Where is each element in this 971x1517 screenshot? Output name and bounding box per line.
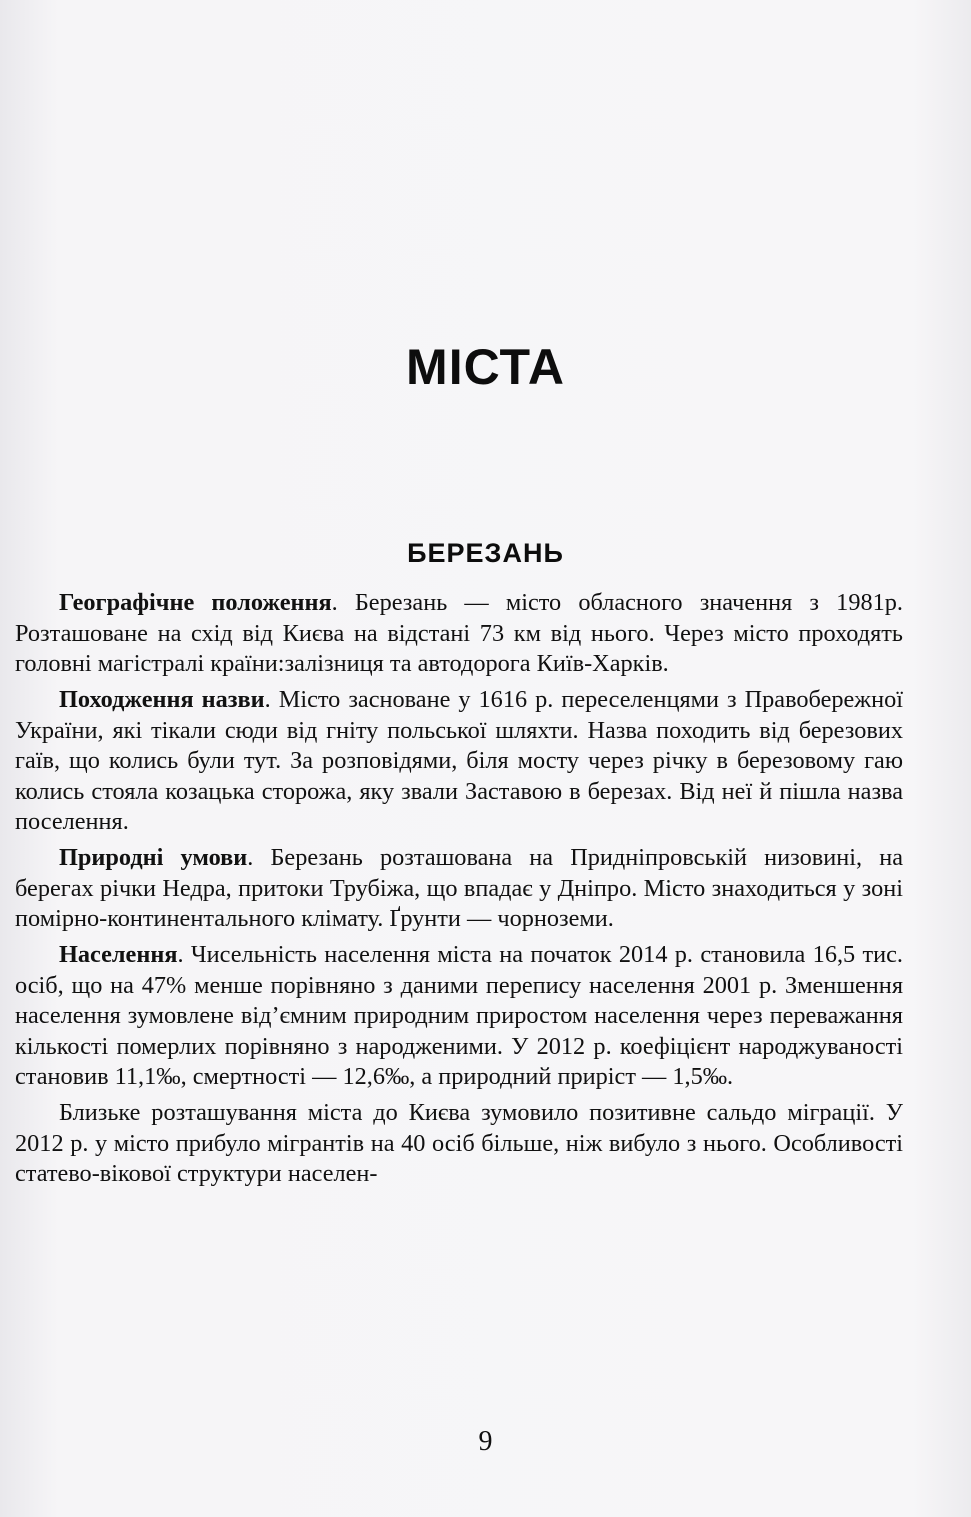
paragraph-heading: Природні умови bbox=[59, 844, 248, 871]
paragraph-name-origin bbox=[15, 685, 903, 838]
paragraph-heading: Походження назви bbox=[59, 686, 265, 713]
paragraph-text: Близьке розташування міста до Києва зумовило позитивне сальдо міграції. У 2012 р. у місто прибуло мігрантів на 40 осіб більше, ніж вибуло з нього. Особливості статево-вікової структури населен- bbox=[15, 1099, 903, 1187]
paragraph-heading: Населення bbox=[59, 941, 178, 968]
paragraph-migration bbox=[15, 1098, 903, 1190]
paragraph-geographic-position bbox=[15, 588, 903, 680]
body-text bbox=[15, 588, 903, 1195]
paragraph-text: . Місто засноване у 1616 р. переселенцями з Правобережної України, які тікали сюди від гніту польської шляхти. Назва походить від березових гаїв, що колись були тут. За розповідями, біля мосту через річку в березовому гаю колись стояла козацька сторожа, яку звали Заставою в березах. Від неї й пішла назва поселення. bbox=[15, 686, 903, 835]
paragraph-population bbox=[15, 940, 903, 1093]
city-title: БЕРЕЗАНЬ bbox=[407, 538, 564, 568]
paragraph-heading: Географічне положення bbox=[59, 589, 332, 616]
paragraph-natural-conditions bbox=[15, 843, 903, 935]
paragraph-text: . Чисельність населення міста на початок 2014 р. становила 16,5 тис. осіб, що на 47% менше порівняно з даними перепису населення 2001 р. Зменшення населення зумовлене від’ємним природним приростом населення через переважання кількості померлих порівняно з народженими. У 2012 р. коефіцієнт народжуваності становив 11,1‰, смертності — 12,6‰, а природний приріст — 1,5‰. bbox=[15, 941, 903, 1090]
page-number: 9 bbox=[478, 1426, 493, 1457]
paragraph-text: . Березань розташована на Придніпровській низовині, на берегах річки Недра, притоки Трубіжа, що впадає у Дніпро. Місто знаходиться у зоні помірно-континентального клімату. Ґрунти — чорноземи. bbox=[15, 844, 903, 932]
section-title: МІСТА bbox=[406, 339, 565, 395]
paragraph-text: . Березань — місто обласного значення з 1981р. Розташоване на схід від Києва на відстані 73 км від нього. Через місто проходять головні магістралі країни:залізниця та автодорога Київ-Харків. bbox=[15, 589, 903, 677]
